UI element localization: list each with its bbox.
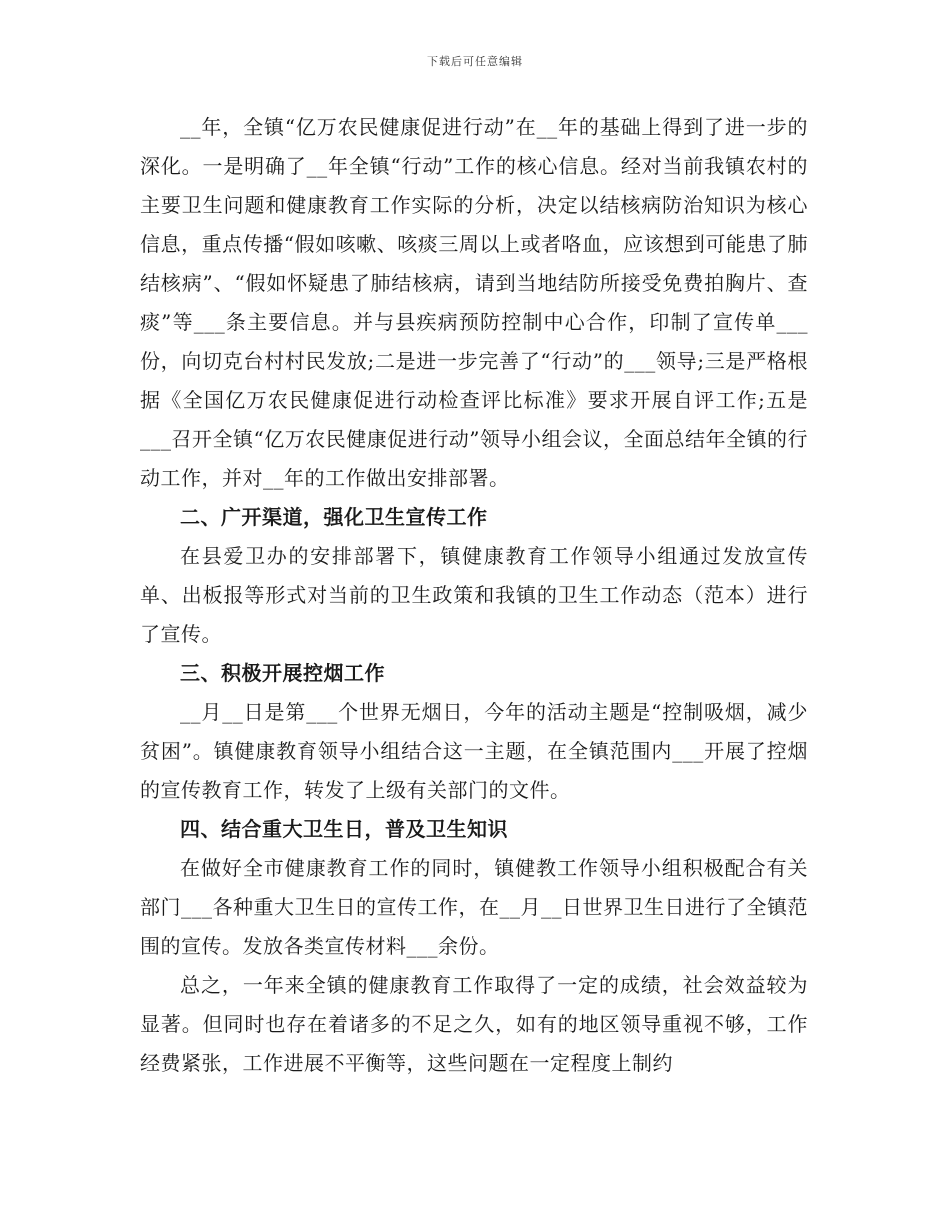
paragraph-section-3: __月__日是第___个世界无烟日，今年的活动主题是“控制吸烟，减少贫困”。镇健康教育领导小组结合这一主题，在全镇范围内___开展了控烟的宣传教育工作，转发了上级有关部门的文件。 <box>140 700 808 802</box>
document-body <box>140 108 808 1083</box>
section-heading-2: 二、广开渠道，强化卫生宣传工作 <box>180 505 488 529</box>
paragraph-section-4: 在做好全市健康教育工作的同时，镇健教工作领导小组积极配合有关部门___各种重大卫生日的宣传工作，在__月__日世界卫生日进行了全镇范围的宣传。发放各类宣传材料___余份。 <box>140 856 808 958</box>
paragraph-section-2: 在县爱卫办的安排部署下，镇健康教育工作领导小组通过发放宣传单、出板报等形式对当前的卫生政策和我镇的卫生工作动态（范本）进行了宣传。 <box>140 544 808 646</box>
paragraph-intro: __年，全镇“亿万农民健康促进行动”在__年的基础上得到了进一步的深化。一是明确了__年全镇“行动”工作的核心信息。经对当前我镇农村的主要卫生问题和健康教育工作实际的分析，决定以结核病防治知识为核心信息，重点传播“假如咳嗽、咳痰三周以上或者咯血，应该想到可能患了肺结核病”、“假如怀疑患了肺结核病，请到当地结防所接受免费拍胸片、查痰”等___条主要信息。并与县疾病预防控制中心合作，印制了宣传单___份，向切克台村村民发放;二是进一步完善了“行动”的___领导;三是严格根据《全国亿万农民健康促进行动检查评比标准》要求开展自评工作;五是___召开全镇“亿万农民健康促进行动”领导小组会议，全面总结年全镇的行动工作，并对__年的工作做出安排部署。 <box>140 115 808 490</box>
section-heading-4: 四、结合重大卫生日，普及卫生知识 <box>180 817 508 841</box>
section-heading-3: 三、积极开展控烟工作 <box>180 661 385 685</box>
paragraph-summary: 总之，一年来全镇的健康教育工作取得了一定的成绩，社会效益较为显著。但同时也存在着诸多的不足之久，如有的地区领导重视不够，工作经费紧张，工作进展不平衡等，这些问题在一定程度上制约 <box>140 973 808 1075</box>
page-header: 下载后可任意编辑 <box>427 55 523 68</box>
